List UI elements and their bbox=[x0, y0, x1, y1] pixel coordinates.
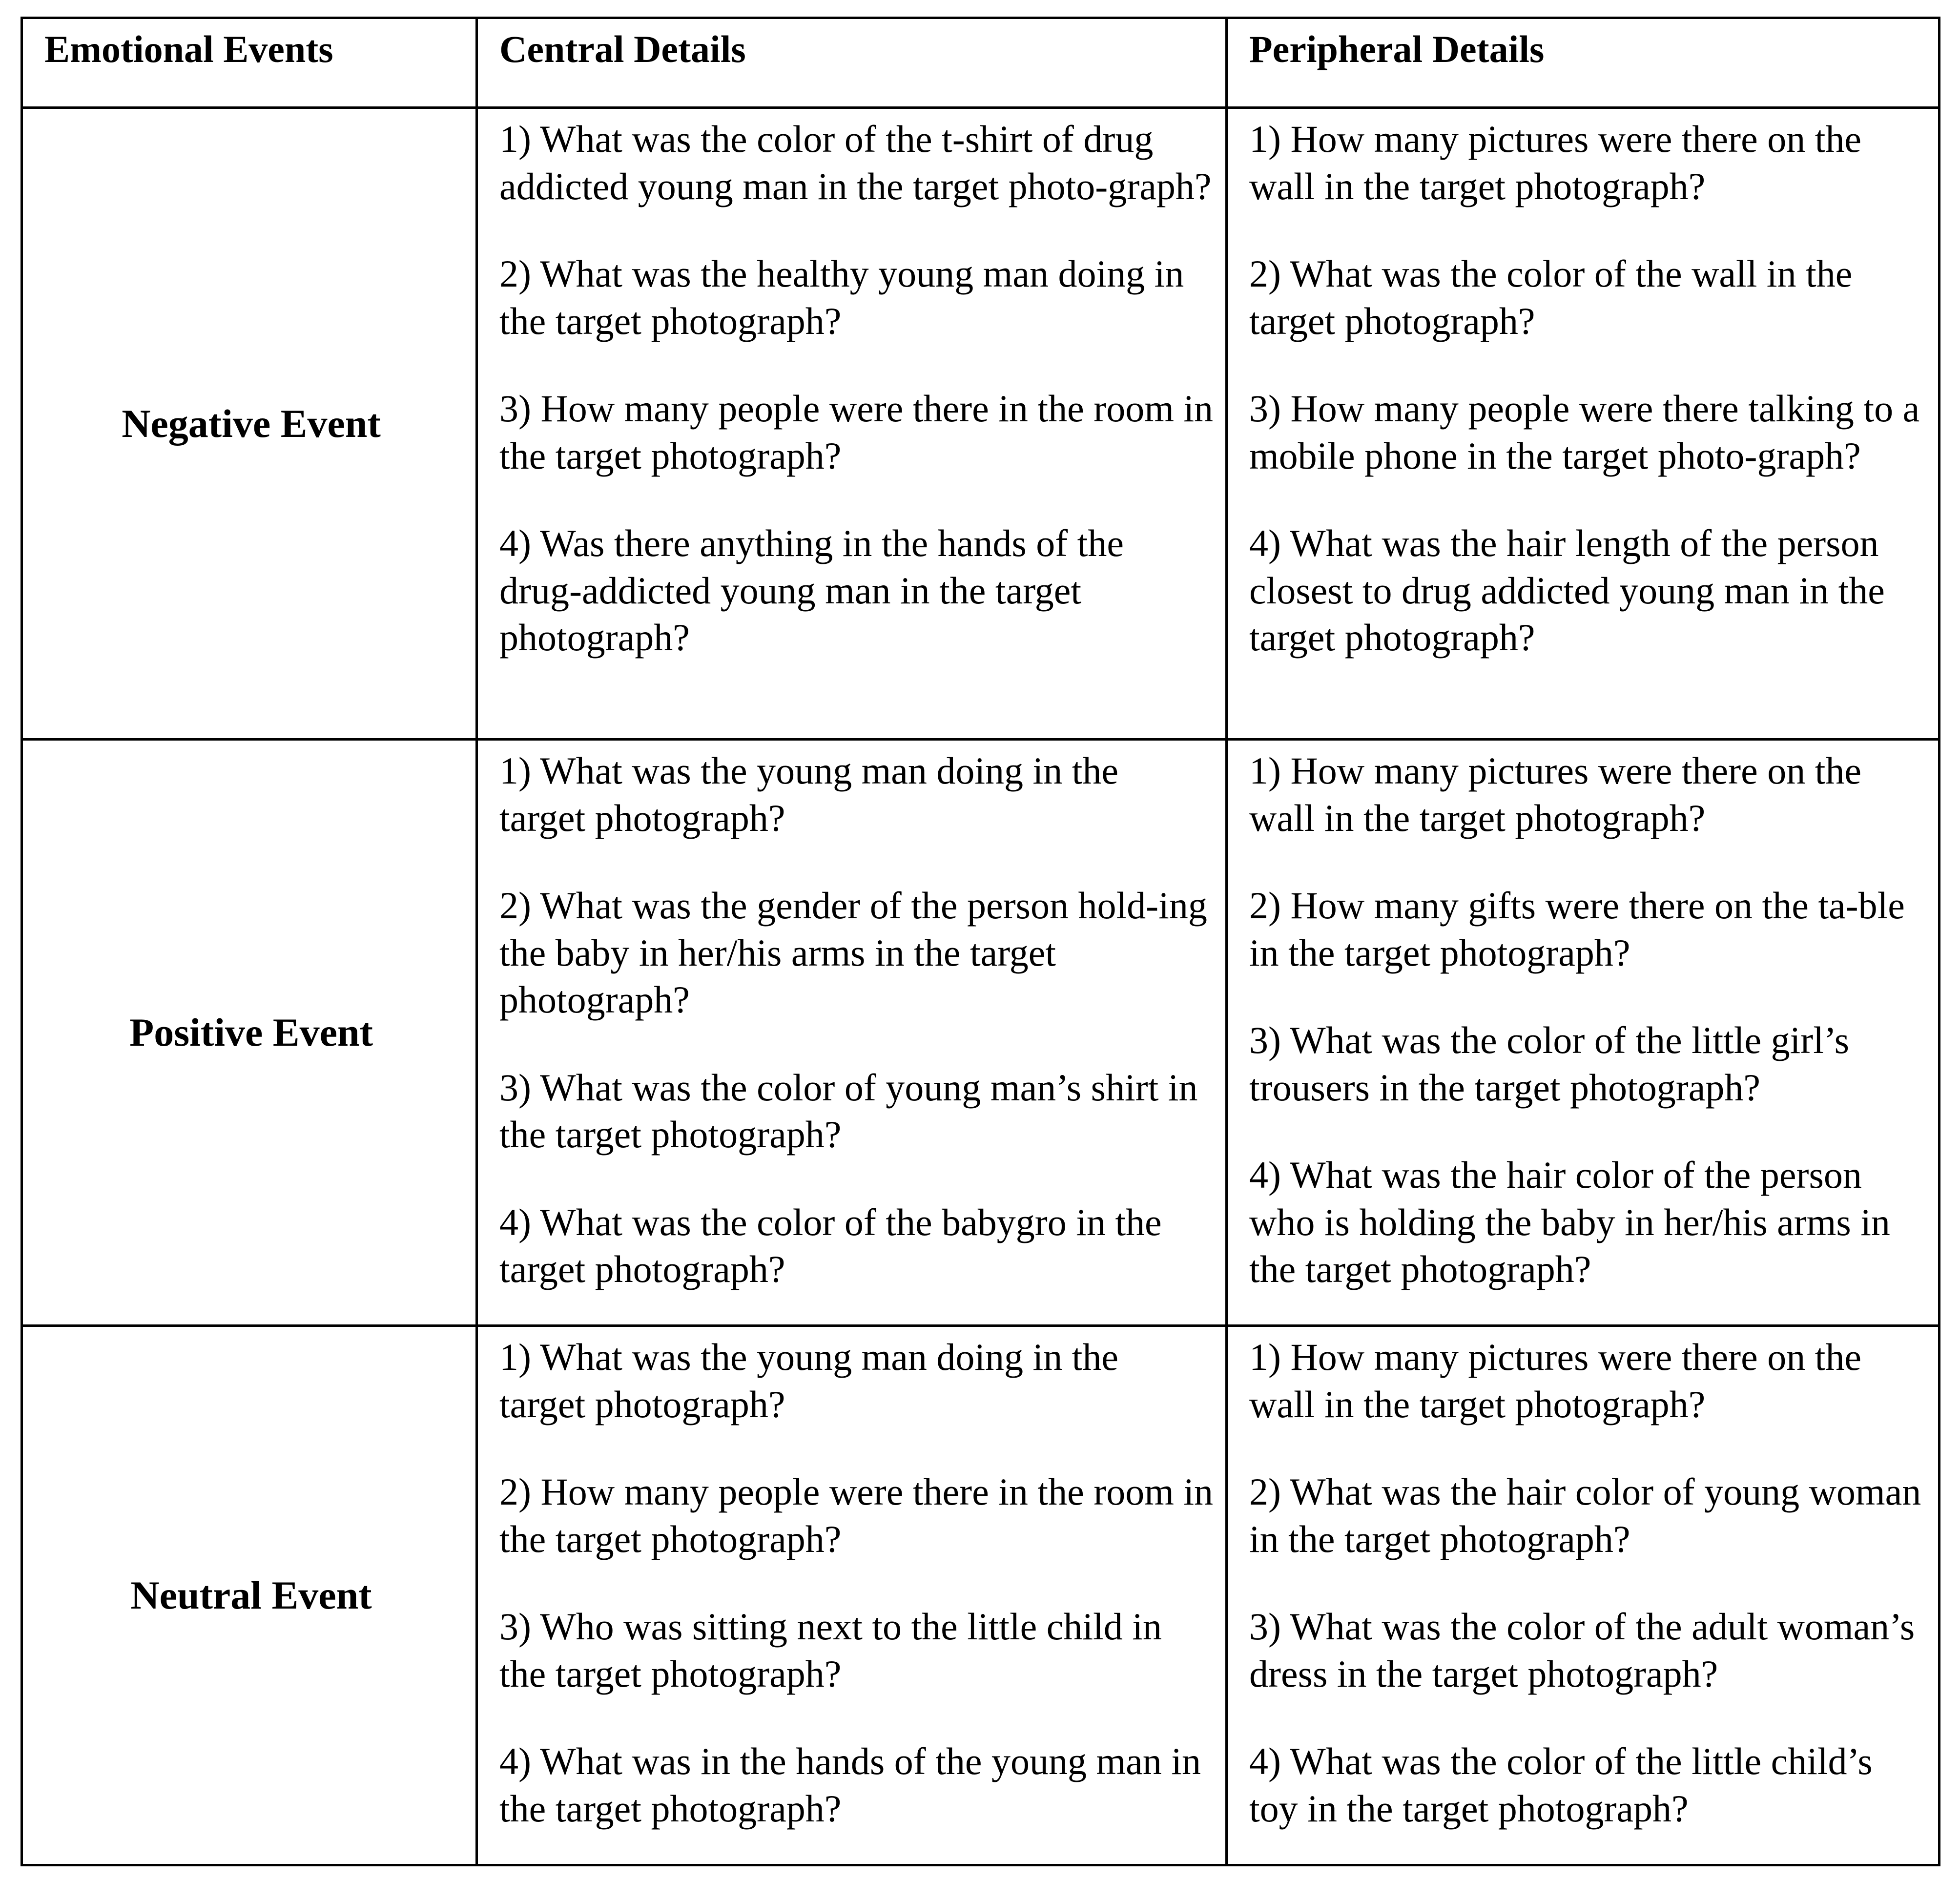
peripheral-question: 1) How many pictures were there on the wall in the target photograph? bbox=[1249, 749, 1862, 839]
peripheral-question: 4) What was the color of the little child’s toy in the target photograph? bbox=[1249, 1740, 1873, 1830]
central-cell-negative bbox=[477, 108, 1227, 740]
header-row bbox=[22, 18, 1939, 108]
central-question: 2) What was the gender of the person hold-ing the baby in her/his arms in the target photograph? bbox=[499, 884, 1207, 1021]
peripheral-question: 2) What was the hair color of young woman in the target photograph? bbox=[1249, 1470, 1921, 1560]
header-emotional-events-label: Emotional Events bbox=[44, 28, 333, 70]
event-label-negative: Negative Event bbox=[122, 401, 381, 446]
central-question: 1) What was the young man doing in the target photograph? bbox=[499, 749, 1118, 839]
central-cell-positive bbox=[477, 740, 1227, 1326]
peripheral-cell-positive bbox=[1227, 740, 1939, 1326]
event-cell-neutral bbox=[22, 1326, 477, 1865]
peripheral-cell-negative bbox=[1227, 108, 1939, 740]
header-central-details-label: Central Details bbox=[499, 28, 746, 70]
central-question: 4) What was the color of the babygro in the target photograph? bbox=[499, 1200, 1162, 1290]
peripheral-cell-neutral bbox=[1227, 1326, 1939, 1865]
central-question: 3) What was the color of young man’s shirt in the target photograph? bbox=[499, 1066, 1198, 1156]
header-peripheral-details bbox=[1227, 18, 1939, 108]
peripheral-question: 2) What was the color of the wall in the target photograph? bbox=[1249, 252, 1853, 342]
central-question: 1) What was the color of the t-shirt of drug addicted young man in the target photo-graph? bbox=[499, 118, 1212, 207]
central-question: 4) What was in the hands of the young man in the target photograph? bbox=[499, 1740, 1201, 1830]
central-question: 3) How many people were there in the room in the target photograph? bbox=[499, 387, 1214, 477]
peripheral-question: 2) How many gifts were there on the ta-ble in the target photograph? bbox=[1249, 884, 1905, 974]
central-question: 2) What was the healthy young man doing in the target photograph? bbox=[499, 252, 1184, 342]
row-positive-event bbox=[22, 740, 1939, 1326]
peripheral-question: 4) What was the hair color of the person who is holding the baby in her/his arms in the target photograph? bbox=[1249, 1154, 1890, 1290]
peripheral-question: 3) How many people were there talking to a mobile phone in the target photo-graph? bbox=[1249, 387, 1920, 477]
event-cell-positive bbox=[22, 740, 477, 1326]
peripheral-question: 3) What was the color of the little girl’s trousers in the target photograph? bbox=[1249, 1019, 1849, 1109]
questions-table bbox=[21, 17, 1940, 1866]
peripheral-question: 1) How many pictures were there on the wall in the target photograph? bbox=[1249, 118, 1862, 207]
header-peripheral-details-label: Peripheral Details bbox=[1249, 28, 1545, 70]
peripheral-question: 3) What was the color of the adult woman’s dress in the target photograph? bbox=[1249, 1605, 1915, 1695]
central-question: 3) Who was sitting next to the little child in the target photograph? bbox=[499, 1605, 1162, 1695]
peripheral-question: 4) What was the hair length of the person closest to drug addicted young man in the target photograph? bbox=[1249, 522, 1885, 659]
header-central-details bbox=[477, 18, 1227, 108]
central-question: 1) What was the young man doing in the target photograph? bbox=[499, 1336, 1118, 1425]
central-cell-neutral bbox=[477, 1326, 1227, 1865]
header-emotional-events bbox=[22, 18, 477, 108]
event-label-neutral: Neutral Event bbox=[130, 1573, 372, 1617]
event-cell-negative bbox=[22, 108, 477, 740]
peripheral-question: 1) How many pictures were there on the wall in the target photograph? bbox=[1249, 1336, 1862, 1425]
row-neutral-event bbox=[22, 1326, 1939, 1865]
event-label-positive: Positive Event bbox=[129, 1010, 373, 1054]
central-question: 4) Was there anything in the hands of the drug-addicted young man in the target photograph? bbox=[499, 522, 1124, 659]
central-question: 2) How many people were there in the room in the target photograph? bbox=[499, 1470, 1214, 1560]
row-negative-event bbox=[22, 108, 1939, 740]
